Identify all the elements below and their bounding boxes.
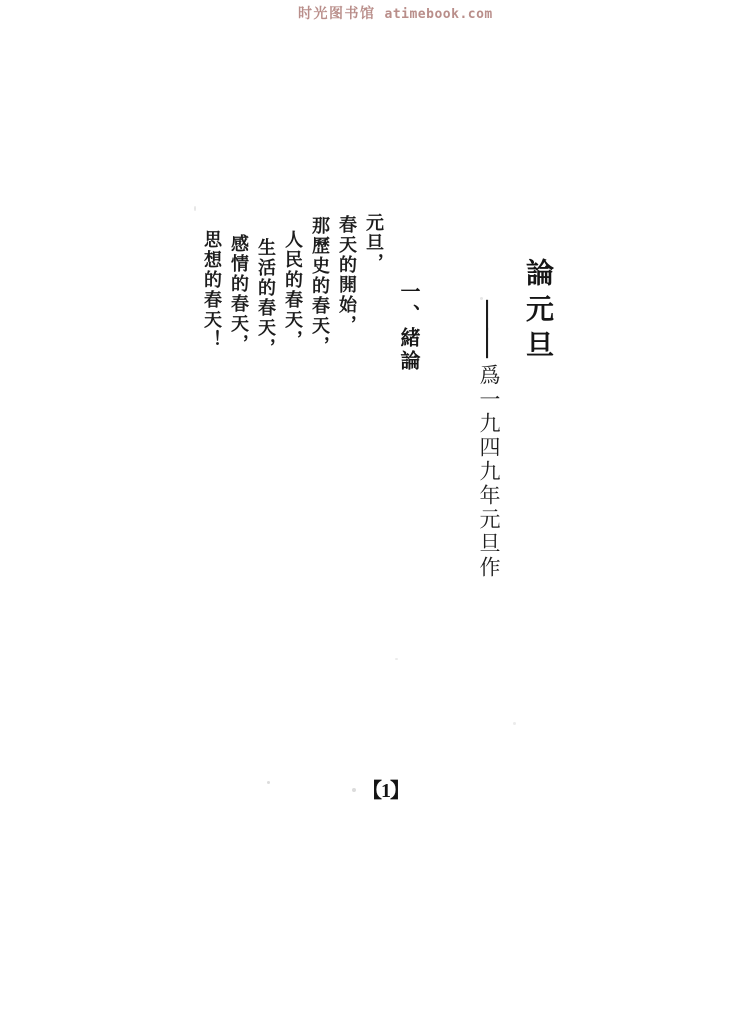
body-column: 生活的春天， (256, 238, 276, 358)
watermark-site-url: atimebook.com (384, 7, 493, 22)
scan-noise-speck (395, 658, 398, 660)
scan-noise-speck (194, 206, 196, 211)
body-column: 人民的春天， (283, 230, 303, 350)
scan-noise-speck (480, 297, 483, 300)
section-heading: 一、緒論 (397, 281, 419, 373)
body-text (197, 212, 387, 387)
subtitle-dash: —— (473, 300, 506, 356)
watermark (298, 3, 493, 23)
article-subtitle (473, 300, 506, 580)
article-title: 論元旦 (522, 258, 553, 366)
scan-noise-speck (267, 781, 270, 784)
watermark-library-name: 时光图书馆 (298, 5, 376, 21)
body-column: 元旦， (364, 213, 384, 273)
body-column: 春天的開始， (337, 215, 357, 335)
scan-noise-speck (513, 722, 516, 725)
body-column: 思想的春天！ (202, 230, 222, 350)
body-column: 那歷史的春天， (310, 216, 330, 356)
body-column: 感情的春天， (229, 234, 249, 354)
scan-noise-speck (352, 788, 356, 792)
page-number: 【1】 (362, 780, 409, 802)
subtitle-text: 爲一九四九年元旦作 (477, 364, 501, 580)
